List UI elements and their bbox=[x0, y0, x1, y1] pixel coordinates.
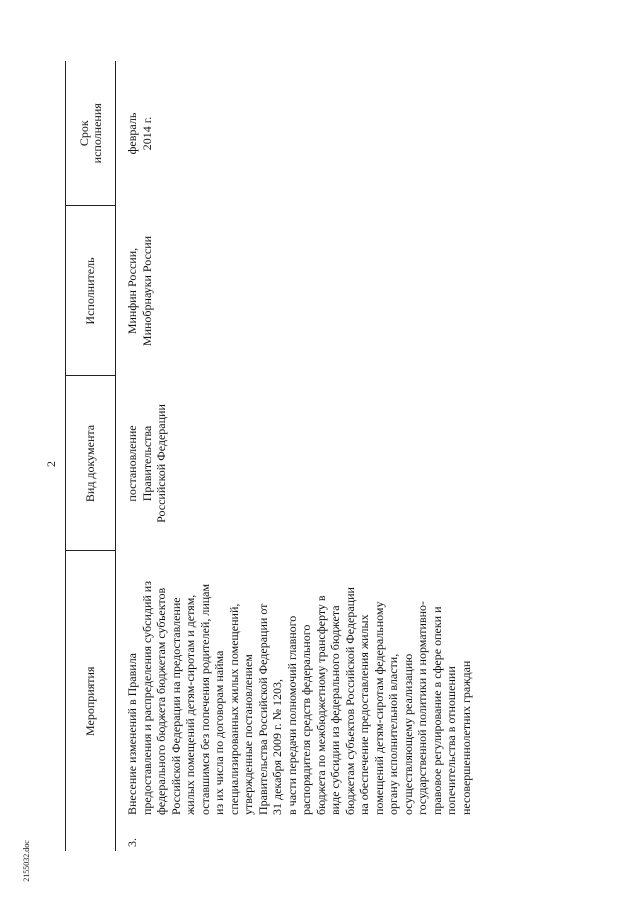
header-activity: Мероприятия bbox=[66, 551, 116, 851]
activities-table-frame bbox=[65, 61, 585, 851]
document-type-text: постановление Правительства Российской Федерации bbox=[125, 404, 168, 523]
executor-cell bbox=[116, 206, 475, 376]
header-deadline: Срок исполнения bbox=[66, 61, 116, 206]
executor-text: Минфин России, Минобрнауки России bbox=[125, 235, 154, 347]
activities-table bbox=[65, 61, 474, 851]
deadline-cell bbox=[116, 61, 475, 206]
table-header-row bbox=[66, 61, 116, 851]
header-document-type: Вид документа bbox=[66, 376, 116, 551]
page-number: 2 bbox=[44, 461, 58, 467]
document-type-cell bbox=[116, 376, 475, 551]
deadline-text: февраль 2014 г. bbox=[125, 112, 154, 155]
table-row bbox=[116, 61, 475, 851]
header-executor: Исполнитель bbox=[66, 206, 116, 376]
row-number: 3. bbox=[125, 838, 139, 847]
activity-cell bbox=[116, 551, 475, 851]
document-code: 2155032.doc bbox=[22, 840, 31, 882]
activity-text: Внесение изменений в Правила предоставления и распределения субсидий из федерального бюджета бюджетам субъектов Российской Федерации на предоставление жилых помещений детям-сиротам и детям, оставшимся без попечения родителей, лицам из их числа по договорам найма специализированных жилых помещений, утвержденные постановлением Правительства Российской Федерации от 31 декабря 2009 г. № 1203, в части передачи полномочий главного распорядителя средств федерального бюджета по межбюджетному трансферту в виде субсидии из федерального бюджета бюджетам субъектов Российской Федерации на обеспечение предоставления жилых помещений детям-сиротам федеральному органу исполнительной власти, осуществляющему реализацию государственной политики и нормативно- правовое регулирование в сфере опеки и попечительства в отношении несовершеннолетних граждан bbox=[125, 581, 473, 815]
rotated-page-area bbox=[65, 61, 585, 851]
